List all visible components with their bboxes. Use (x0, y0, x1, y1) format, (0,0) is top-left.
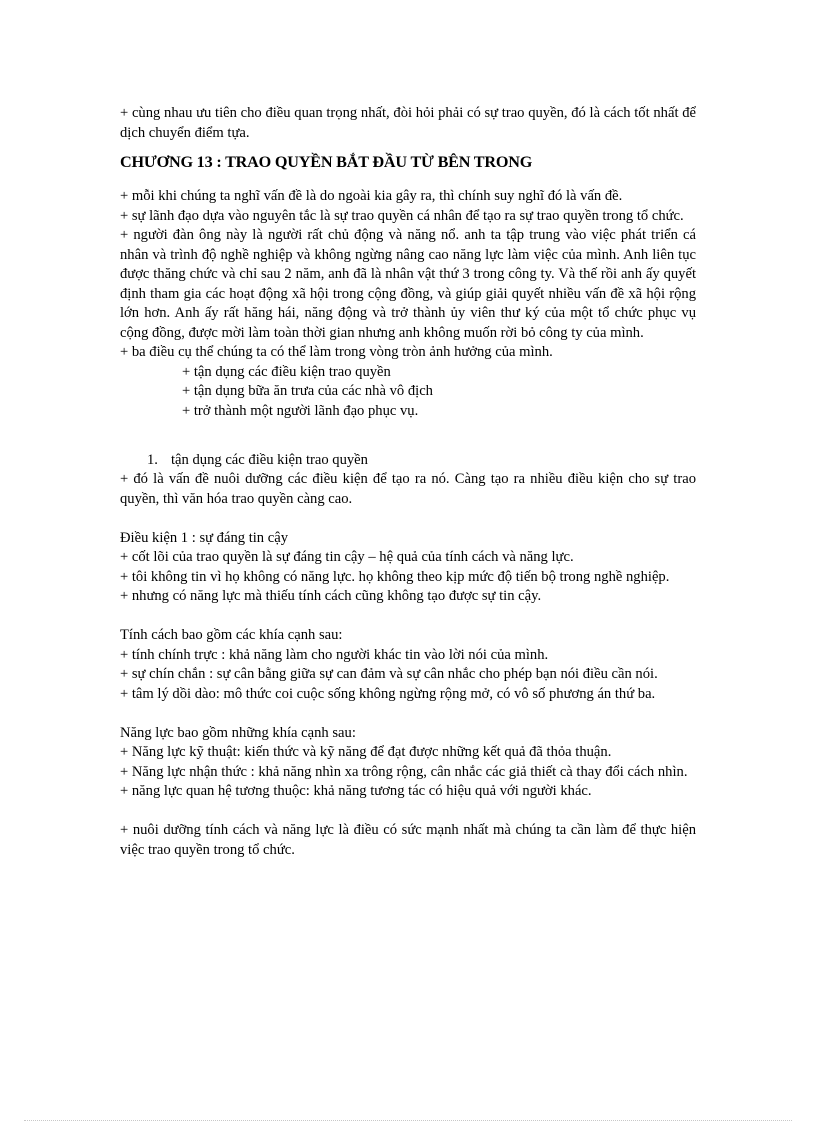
numbered-item (120, 451, 696, 471)
paragraph-three-things: + ba điều cụ thể chúng ta có thể làm trong vòng tròn ảnh hưởng của mình. (120, 344, 553, 360)
sub-item-lunch: + tận dụng bữa ăn trưa của các nhà vô địch (182, 383, 433, 399)
spacer (120, 509, 696, 529)
condition-item: + nhưng có năng lực mà thiếu tính cách cũng không tạo được sự tin cậy. (120, 588, 542, 604)
paragraph-story: + người đàn ông này là người rất chủ động và năng nổ. anh ta tập trung vào việc phát triển cá nhân và trình độ nghề nghiệp và không ngừng nâng cao năng lực làm việc của mình. Anh liên tục được thăng chức và chỉ sau 2 năm, anh đã là nhân vật thứ 3 trong công ty. Và thế rồi anh ấy quyết định tham gia các hoạt động xã hội trong cộng đồng, và giúp giải quyết nhiều vấn đề xã hội rộng lớn hơn. Anh ấy rất hăng hái, năng động và trở thành ủy viên thư ký của một tổ chức phục vụ cộng đồng, được mời làm toàn thời gian nhưng anh không muốn rời bỏ công ty của mình. (120, 227, 696, 341)
paragraph-problem-thinking: + mỗi khi chúng ta nghĩ vấn đề là do ngoài kia gây ra, thì chính suy nghĩ đó là vấn đề. (120, 188, 623, 204)
spacer (120, 704, 696, 724)
spacer (120, 802, 696, 822)
condition-heading: Điều kiện 1 : sự đáng tin cậy (120, 529, 288, 546)
page-bottom-rule (24, 1120, 792, 1121)
competence-heading: Năng lực bao gồm những khía cạnh sau: (120, 724, 356, 741)
competence-item: + năng lực quan hệ tương thuộc: khả năng tương tác có hiệu quả với người khác. (120, 783, 592, 799)
character-heading: Tính cách bao gồm các khía cạnh sau: (120, 627, 343, 643)
numbered-item-number: 1. (147, 451, 158, 468)
chapter-title: CHƯƠNG 13 : TRAO QUYỀN BẮT ĐẦU TỪ BÊN TRONG (120, 153, 533, 171)
condition-item: + cốt lõi của trao quyền là sự đáng tin cậy – hệ quả của tính cách và năng lực. (120, 549, 574, 565)
intro-paragraph: + cùng nhau ưu tiên cho điều quan trọng nhất, đòi hỏi phải có sự trao quyền, đó là cách tốt nhất để dịch chuyển điểm tựa. (120, 105, 696, 141)
closing-paragraph: + nuôi dưỡng tính cách và năng lực là điều có sức mạnh nhất mà chúng ta cần làm để thực hiện việc trao quyền trong tổ chức. (120, 822, 696, 858)
condition-item: + tôi không tin vì họ không có năng lực. họ không theo kịp mức độ tiến bộ trong nghề nghiệp. (120, 568, 670, 585)
paragraph-principle-leadership: + sự lãnh đạo dựa vào nguyên tắc là sự trao quyền cá nhân để tạo ra sự trao quyền trong tổ chức. (120, 207, 684, 224)
character-item: + sự chín chắn : sự cân bằng giữa sự can đảm và sự cân nhắc cho phép bạn nói điều cần nói. (120, 666, 658, 682)
competence-item: + Năng lực nhận thức : khả năng nhìn xa trông rộng, cân nhắc các giả thiết cà thay đổi cách nhìn. (120, 763, 688, 780)
spacer (120, 421, 696, 441)
document-page (120, 104, 696, 860)
sub-item-servant-leader: + trở thành một người lãnh đạo phục vụ. (182, 402, 419, 419)
sub-item-conditions: + tận dụng các điều kiện trao quyền (182, 363, 391, 380)
competence-item: + Năng lực kỹ thuật: kiến thức và kỹ năng để đạt được những kết quả đã thỏa thuận. (120, 744, 612, 760)
character-item: + tâm lý dồi dào: mô thức coi cuộc sống không ngừng rộng mở, có vô số phương án thứ ba. (120, 685, 656, 702)
character-item: + tính chính trực : khả năng làm cho người khác tin vào lời nói của mình. (120, 646, 549, 663)
numbered-item-text: tận dụng các điều kiện trao quyền (171, 451, 368, 468)
numbered-item-body: + đó là vấn đề nuôi dưỡng các điều kiện để tạo ra nó. Càng tạo ra nhiều điều kiện cho sự trao quyền, thì văn hóa trao quyền càng cao. (120, 471, 696, 507)
spacer (120, 607, 696, 627)
